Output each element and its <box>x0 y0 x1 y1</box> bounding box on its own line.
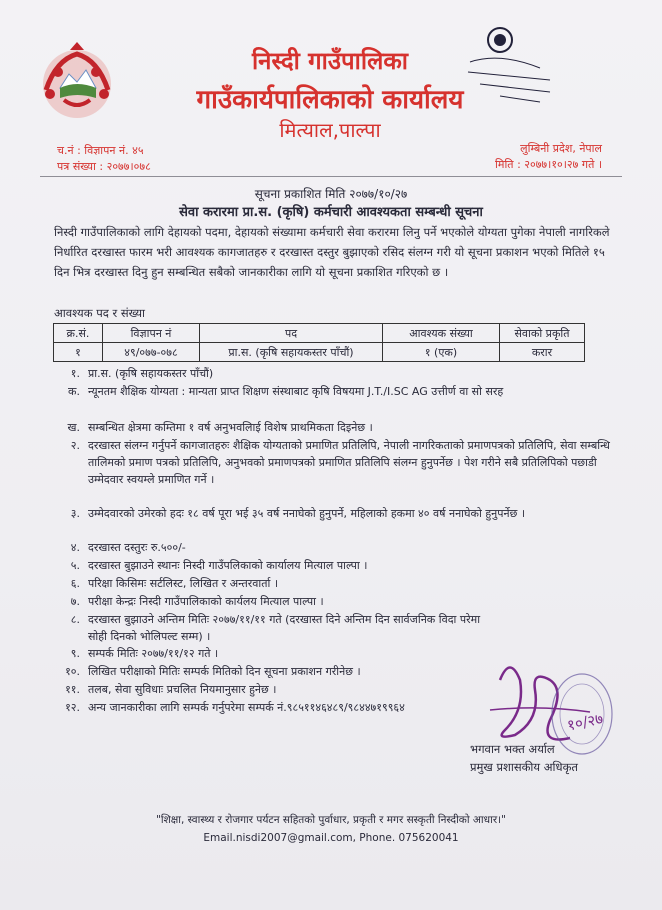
letter-number: पत्र संख्या : २०७७।०७८ <box>57 160 151 173</box>
list-item-number: १०. <box>65 665 80 678</box>
list-item-text: सम्बन्धित क्षेत्रमा कम्तिमा १ वर्ष अनुभवलिाई विशेष प्राथमिकता दिइनेछ । <box>88 421 373 434</box>
list-item-number: ख. <box>67 421 80 434</box>
cell-service-type: करार <box>500 343 585 362</box>
notice-title: सेवा करारमा प्रा.स. (कृषि) कर्मचारी आवश्यकता सम्बन्धी सूचना <box>179 205 483 220</box>
list-item-text: दरखास्त बुझाउने अन्तिम मितिः २०७७/११/११ गते (दरखास्त दिने अन्तिम दिन सार्वजनिक विदा परेमा सोही दिनको भोलिपल्ट सम्म) । <box>88 613 481 643</box>
list-item-text: न्यूनतम शैक्षिक योग्यता : मान्यता प्राप्त शिक्षण संस्थाबाट कृषि विषयमा J.T./I.SC AG उत्तीर्ण वा सो सरह <box>88 385 504 398</box>
notice-intro: निस्दी गाउँपालिकाको लागि देहायको पदमा, देहायको संख्यामा कर्मचारी सेवा करारमा लिनु पर्ने भएकोले योग्यता पुगेका नेपाली नागरिकले निर्धारित दरखास्त फारम भरी आवश्यक कागजातहरु र दरखास्त दस्तुर बुझाएको रसिद संलग्न गरी यो सूचना प्रकाशन भएको मितिले १५ दिन भित्र दरखास्त दिनु हुन सम्बन्धित सबैको जानकारीका लागि यो सूचना प्रकाशित गरिएको छ । <box>54 225 610 279</box>
cell-sn: १ <box>54 343 103 362</box>
list-item-text: परिक्षा किसिमः सर्टलिस्ट, लिखित र अन्तरवार्ता । <box>88 577 279 590</box>
list-item-text: सम्पर्क मितिः २०७७/११/१२ गते । <box>88 647 219 660</box>
office-name: गाउँकार्यपालिकाको कार्यालय <box>196 85 464 115</box>
list-item-number: ४. <box>70 541 80 554</box>
footer-motto: "शिक्षा, स्वास्थ्य र रोजगार पर्यटन सहितको पुर्वाधार, प्रकृती र मगर सस्कृती निस्दीको आधार।" <box>156 814 506 826</box>
list-item-number: ६. <box>70 577 80 590</box>
cell-post: प्रा.स. (कृषि सहायकस्तर पाँचौं) <box>200 343 383 362</box>
list-item-number: १२. <box>65 701 80 714</box>
list-item-text: उम्मेदवारको उमेरको हदः १८ वर्ष पूरा भई ३५ वर्ष ननाघेको हुनुपर्ने, महिलाको हकमा ४० वर्ष ननाघेको हुनुपर्नेछ । <box>88 507 525 520</box>
handwritten-date: १०/२७ <box>565 709 605 735</box>
list-item-number: ९. <box>70 647 80 660</box>
list-item-text: दरखास्त दस्तुरः रु.५००/- <box>88 541 186 554</box>
col-header-post: पद <box>200 324 383 343</box>
list-item-text: तलब, सेवा सुविधाः प्रचलित नियमानुसार हुनेछ । <box>88 683 277 696</box>
col-header-service-type: सेवाको प्रकृति <box>500 324 585 343</box>
header-date: मिति : २०७७।१०।२७ गते । <box>495 158 602 171</box>
list-item-text: परीक्षा केन्द्रः निस्दी गाउँपालिकाको कार्यलय मित्याल पाल्पा । <box>88 595 324 608</box>
list-item-number: ३. <box>70 507 80 520</box>
list-item-number: १. <box>70 367 80 380</box>
signer-name: भगवान भक्त अर्याल <box>470 742 555 756</box>
posts-table <box>53 323 585 362</box>
col-header-advert-no: विज्ञापन नं <box>103 324 200 343</box>
list-item-text: प्रा.स. (कृषि सहायकस्तर पाँचौं) <box>88 367 214 380</box>
signer-designation: प्रमुख प्रशासकीय अधिकृत <box>470 760 578 774</box>
published-date: सूचना प्रकाशित मिति २०७७/१०/२७ <box>254 187 408 201</box>
col-header-required-number: आवश्यक संख्या <box>383 324 500 343</box>
list-item-number: ११. <box>65 683 80 696</box>
list-item-number: २. <box>70 439 80 452</box>
municipality-name: निस्दी गाउँपालिका <box>251 47 409 75</box>
list-item-number: ७. <box>70 595 80 608</box>
nepal-emblem-icon <box>36 40 118 122</box>
office-seal-stamp <box>440 22 610 108</box>
requirement-heading: आवश्यक पद र संख्या <box>54 306 145 320</box>
list-item-text: दरखास्त संलग्न गर्नुपर्ने कागजातहरुः शैक्षिक योग्यताको प्रमाणित प्रतिलिपि, नेपाली नागरिकताको प्रमाणपत्रको प्रतिलिपि, सेवा सम्बन्धि तालिमको प्रमाण पत्रको प्रतिलिपि, अनुभवको प्रमाणपत्रको प्रमाणित प्रतिलिपि संलग्न हुनुपर्नेछ । पेश गरीने सबै प्रतिलिपिको पछाडी उम्मेदवार स्वयम्ले प्रमाणित गर्ने । <box>88 439 610 486</box>
header-divider <box>40 176 622 177</box>
cell-advert-no: ४९/०७७-०७८ <box>103 343 200 362</box>
office-location: मित्याल,पाल्पा <box>279 118 381 142</box>
reference-number: च.नं : विज्ञापन नं. ४५ <box>57 144 144 157</box>
list-item-text: दरखास्त बुझाउने स्थानः निस्दी गाउँपलिकाको कार्यालय मित्याल पाल्पा । <box>88 559 368 572</box>
cell-required-number: १ (एक) <box>383 343 500 362</box>
col-header-sn: क्र.सं. <box>54 324 103 343</box>
list-item-number: क. <box>68 385 80 398</box>
table-row <box>54 343 585 362</box>
province-label: लुम्बिनी प्रदेश, नेपाल <box>520 142 602 155</box>
list-item-text: अन्य जानकारीका लागि सम्पर्क गर्नुपरेमा सम्पर्क नं.९८५११४६४८९/९८४४७१९९६४ <box>88 701 405 714</box>
table-header-row <box>54 324 585 343</box>
footer-contact: Email.nisdi2007@gmail.com, Phone. 075620041 <box>203 832 459 844</box>
signer-block <box>470 740 578 776</box>
list-item-number: ५. <box>70 559 80 572</box>
list-item-number: ८. <box>70 613 80 626</box>
list-item-text: लिखित परीक्षाको मितिः सम्पर्क मितिको दिन सूचना प्रकाशन गरीनेछ । <box>88 665 361 678</box>
